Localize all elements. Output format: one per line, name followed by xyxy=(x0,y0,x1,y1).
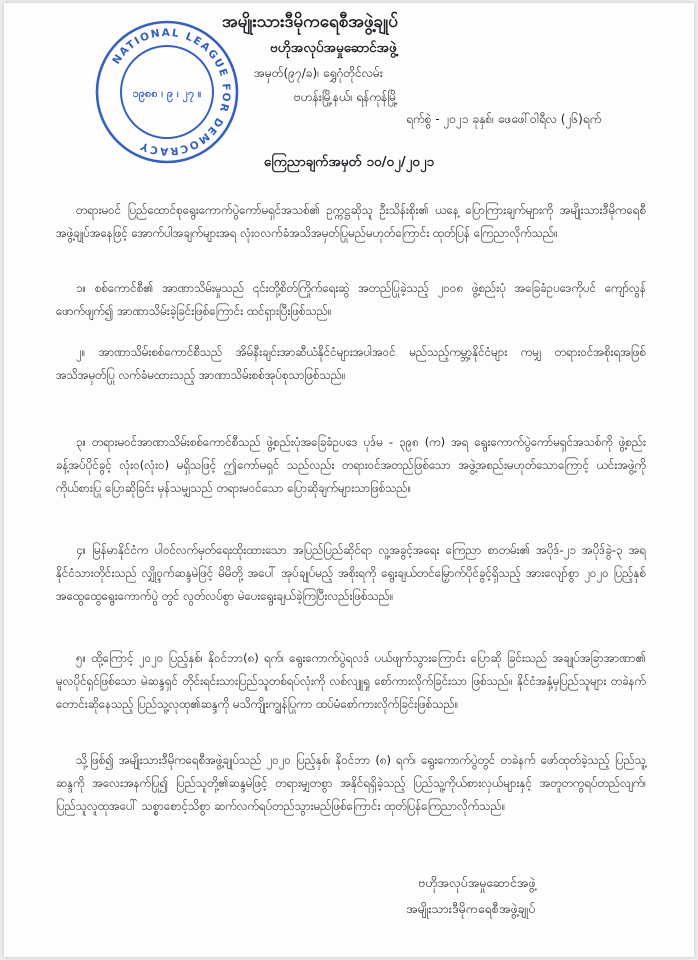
organization-name: အမျိုးသားဒီမိုကရေစီအဖွဲ့ချုပ် xyxy=(222,12,398,32)
point-1-paragraph: ၁။ စစ်ကောင်စီ၏ အာဏာသိမ်းမှုသည် ၎င်းတို့စိတ်ကြိုက်ရေးဆွဲ အတည်ပြုခဲ့သည့် ၂၀၀၈ ဖွဲ့စည်းပုံ အခြေခံဥပဒေကိုပင် ကျော်လွန်ဖောက်ဖျက်၍ အာဏာသိမ်းခဲ့ခြင်းဖြစ်ကြောင်း ထင်ရှားပြီးဖြစ်သည်။ xyxy=(56,281,646,318)
point-5-paragraph: ၅။ ထို့ကြောင့် ၂၀၂၀ ပြည့်နှစ်၊ နိုဝင်ဘာ(၈) ရက်၊ ရွေးကောက်ပွဲရလဒ် ပယ်ဖျက်သွားကြောင်း ပြောဆို ခြင်းသည် အချုပ်အခြာအာဏာ၏ မူလပိုင်ရှင်ဖြစ်သော မဲဆန္ဒရှင် တိုင်းရင်းသားပြည်သူတစ်ရပ်လုံးကို လစ်လျူရှု စော်ကားလိုက်ခြင်းသာ ဖြစ်သည်။ နိုင်ငံအနှံ့မှပြည်သူများ တခဲနက် တောင်းဆိုနေသည့် ပြည်သူ့လုထု၏ဆန္ဒကို မသိကျိုးကျွန်ပြုကာ ထပ်မံစော်ကားလိုက်ခြင်းဖြစ်သည်။ xyxy=(56,651,646,711)
address-line-1: အမှတ်(၉၇/ခ)၊ ရွှေဂုံတိုင်လမ်း xyxy=(254,66,383,80)
point-3-paragraph: ၃။ တရားမဝင်အာဏာသိမ်းစစ်ကောင်စီသည် ဖွဲ့စည်းပုံအခြေခံဥပဒေ ပုဒ်မ - ၃၉၈ (က) အရ ရွေးကောက်ပွဲကော်မရှင်အသစ်ကို ဖွဲ့စည်းခန့်အပ်ပိုင်ခွင့် လုံးဝ(လုံးဝ) မရှိသဖြင့် ဤကော်မရှင် သည်လည်း တရားဝင်အတည်ဖြစ်သော အဖွဲ့အစည်းမဟုတ်သောကြောင့် ယင်းအဖွဲ့ကို ကိုယ်စားပြု ပြောဆိုခြင်း မှန်သမျှသည် တရားမဝင်သော ပြောဆိုချက်များသာဖြစ်သည်။ xyxy=(56,435,646,495)
point-4-paragraph: ၄။ မြန်မာနိုင်ငံက ပါဝင်လက်မှတ်ရေးထိုးထားသော အပြည်ပြည်ဆိုင်ရာ လူ့အခွင့်အရေး ကြေညာ စာတမ်း၏ အပိုဒ်-၂၁ အပိုဒ်ခွဲ-၃ အရ နိုင်ငံသားတိုင်းသည် လျှို့ဝှက်ဆန္ဒမဲဖြင့် မိမိတို့ အပေါ် အုပ်ချုပ်မည့် အစိုးရကို ရွေးချယ်တင်မြှောက်ပိုင်ခွင့်ရှိသည့် အားလျော်စွာ ၂၀၂၀ ပြည့်နှစ် အထွေထွေရွေးကောက်ပွဲ တွင် လွတ်လပ်စွာ မဲပေးရွေးချယ်ခဲ့ကြပြီးလည်းဖြစ်သည်။ xyxy=(56,543,646,603)
address-line-2: ဗဟန်းမြို့နယ်၊ ရန်ကုန်မြို့ xyxy=(294,90,398,104)
announcement-title: ကြေညာချက်အမှတ် ၁၀/၀၂/၂၀၂၁ xyxy=(263,154,435,170)
nld-seal-stamp xyxy=(92,17,242,167)
closing-paragraph: သို့ဖြစ်၍ အမျိုးသားဒီမိုကရေစီအဖွဲ့ချုပ်သည် ၂၀၂၀ ပြည့်နှစ်၊ နိုဝင်ဘာ (၈) ရက်၊ ရွေးကောက်ပွဲတွင် တခဲနက် ဖော်ထုတ်ခဲ့သည့် ပြည်သူ့ဆန္ဒကို အလေးအနက်ပြု၍ ပြည်သူတို့၏ဆန္ဒမဲဖြင့် တရားမျှတစွာ အနိုင်ရရှိခဲ့သည့် ပြည်သူ့ကိုယ်စားလှယ်များနှင့် အတူတကွရပ်တည်လျက်၊ ပြည်သူလူထုအပေါ် သစ္စာစောင့်သိစွာ ဆက်လက်ရပ်တည်သွားမည်ဖြစ်ကြောင်း ထုတ်ပြန်ကြေညာလိုက်သည်။ xyxy=(56,753,646,813)
svg-text:NATIONAL LEAGUE FOR DEMOCRACY: NATIONAL LEAGUE FOR DEMOCRACY xyxy=(110,26,233,158)
intro-paragraph: တရားမဝင် ပြည်ထောင်စုရွေးကောက်ပွဲကော်မရှင်အသစ်၏ ဥက္ကဋ္ဌဆိုသူ ဦးသိန်းစိုး၏ ယနေ့ ပြောကြားချက်များကို အမျိုးသားဒီမိုကရေစီအဖွဲ့ချုပ်အနေဖြင့် အောက်ပါအချက်များအရ လုံးဝလက်ခံအသိအမှတ်ပြုမည်မဟုတ်ကြောင်း ထုတ်ပြန် ကြေညာလိုက်သည်။ xyxy=(56,203,646,240)
point-2-paragraph: ၂။ အာဏာသိမ်းစစ်ကောင်စီသည် အိမ်နီးချင်းအာဆီယံနိုင်ငံများအပါအဝင် မည်သည့်ကမ္ဘာ့နိုင်ငံများ ကမျှ တရားဝင်အစိုးရအဖြစ် အသိအမှတ်ပြု လက်ခံမထားသည့် အာဏာသိမ်းစစ်အုပ်စုသာဖြစ်သည်။ xyxy=(56,345,646,382)
central-committee-name: ဗဟိုအလုပ်အမှုဆောင်အဖွဲ့ xyxy=(270,40,397,56)
document-date: ရက်စွဲ - ၂၀၂၁ ခုနှစ်၊ ဖေဖေါ်ဝါရီလ (၂၆)ရက် xyxy=(406,112,602,126)
signature-line-1: ဗဟိုအလုပ်အမှုဆောင်အဖွဲ့ xyxy=(418,875,536,890)
seal-center-text: ၁၉၈၈ ၊ ၉ ၊ ၂၇ ။ xyxy=(132,87,202,100)
document-page xyxy=(4,3,694,957)
signature-line-2: အမျိုးသားဒီမိုကရေစီအဖွဲ့ချုပ် xyxy=(406,901,536,916)
